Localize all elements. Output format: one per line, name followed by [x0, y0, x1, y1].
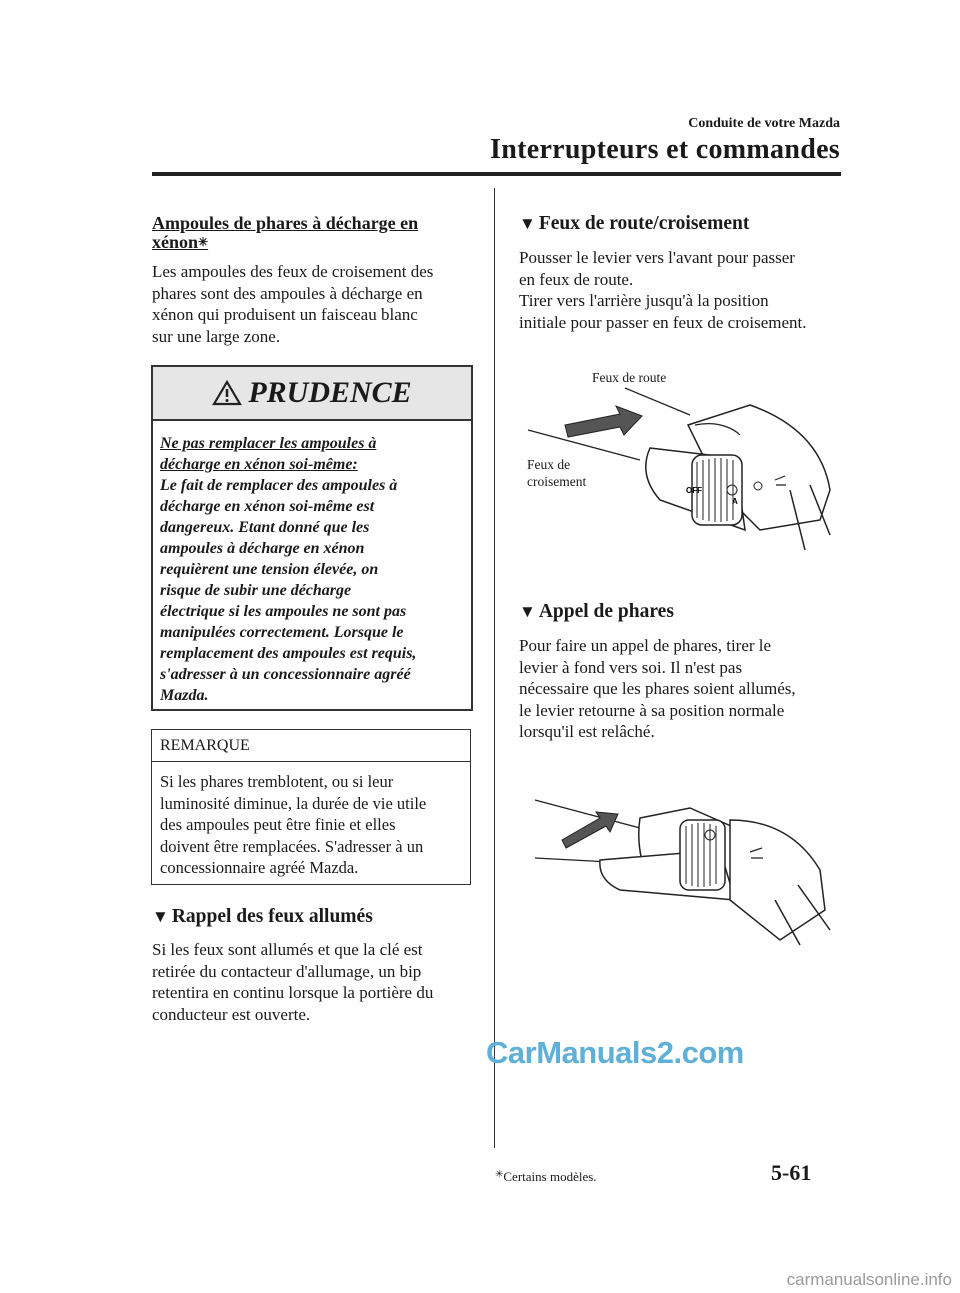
- fig1-label-low: Feux de croisement: [527, 457, 587, 489]
- page-number: 5-61: [771, 1160, 812, 1185]
- warning-triangle-icon: [212, 380, 242, 406]
- star-icon: ✳: [198, 235, 209, 249]
- auto-label: A: [732, 497, 738, 506]
- caution-body: Ne pas remplacer les ampoules à décharge en xénon soi-même: Le fait de remplacer des ampoules à décharge en xénon soi-même est dangereux. Etant donné que les ampoules à décharge en xénon requièrent une tension élevée, on risque de subir une décharge électrique si les ampoules ne sont pas manipulées correctement. Lorsque le remplacement des ampoules est requis, s'adresser à un concessionnaire agréé Mazda.: [160, 435, 417, 704]
- reminder-heading: ▼ Rappel des feux allumés: [152, 906, 373, 927]
- high-low-lever-illustration: [520, 380, 840, 555]
- chapter-title: Conduite de votre Mazda: [688, 116, 840, 131]
- caution-header: [153, 367, 471, 421]
- note-body: Si les phares tremblotent, ou si leur luminosité diminue, la durée de vie utile des ampoules peut être finie et elles doivent être remplacées. S'adresser à un concessionnaire agréé Mazda.: [160, 772, 427, 878]
- triangle-bullet-icon: ▼: [152, 907, 169, 926]
- caution-box: [151, 365, 473, 711]
- footnote: ✳Certains modèles.: [495, 1169, 597, 1184]
- flash-paragraph: Pour faire un appel de phares, tirer le levier à fond vers soi. Il n'est pas nécessaire que les phares soient allumés, le levier retourne à sa position normale lorsqu'il est relâché.: [519, 636, 796, 741]
- watermark-carmanuals2: CarManuals2.com: [486, 1035, 744, 1070]
- xenon-paragraph: Les ampoules des feux de croisement des phares sont des ampoules à décharge en xénon qui produisent un faisceau blanc sur une large zone.: [152, 262, 434, 346]
- triangle-bullet-icon: ▼: [519, 602, 536, 621]
- flash-heading: ▼ Appel de phares: [519, 601, 674, 622]
- caution-title: PRUDENCE: [248, 376, 412, 409]
- reminder-paragraph: Si les feux sont allumés et que la clé est retirée du contacteur d'allumage, un bip retentira en continu lorsque la portière du conducteur est ouverte.: [152, 940, 434, 1024]
- high-low-paragraph: Pousser le levier vers l'avant pour passer en feux de route. Tirer vers l'arrière jusqu'à la position initiale pour passer en feux de croisement.: [519, 248, 807, 332]
- xenon-heading: Ampoules de phares à décharge en xénon✳: [152, 213, 419, 252]
- note-title: REMARQUE: [152, 730, 470, 762]
- star-icon: ✳: [495, 1169, 504, 1180]
- triangle-bullet-icon: ▼: [519, 214, 536, 233]
- fig1-label-high: Feux de route: [592, 370, 667, 385]
- off-label: OFF: [686, 486, 702, 495]
- section-title: Interrupteurs et commandes: [490, 134, 840, 165]
- flash-lever-illustration: [530, 790, 840, 950]
- note-box: [151, 729, 471, 885]
- header-rule: [152, 172, 841, 176]
- column-divider: [494, 188, 495, 1148]
- high-low-heading: ▼ Feux de route/croisement: [519, 213, 750, 234]
- watermark-carmanualsonline: carmanualsonline.info: [786, 1270, 952, 1289]
